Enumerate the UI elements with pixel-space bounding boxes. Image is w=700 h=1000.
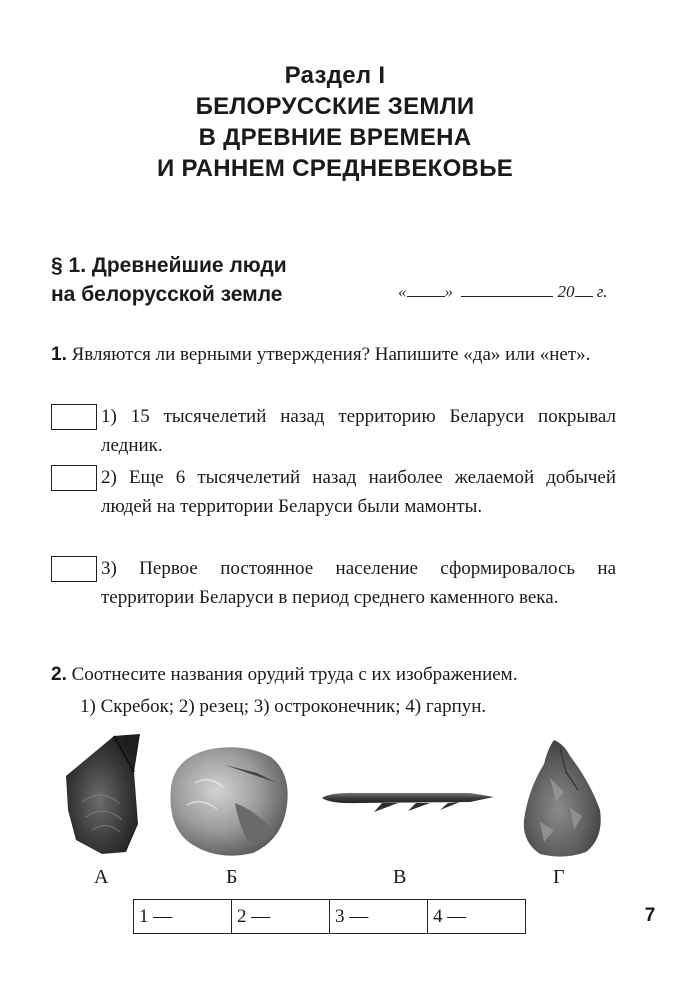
statement-2-text: 2) Еще 6 тысячелетий назад наиболее желаемой добычей людей на территории Беларуси были мамонты. [101, 467, 616, 517]
flint-point-image [520, 738, 604, 860]
section-label: Раздел I [284, 62, 386, 89]
statement-1-text: 1) 15 тысячелетий назад территорию Беларуси покрывал ледник. [101, 406, 616, 456]
date-close-quote: » [444, 282, 453, 301]
year-blank[interactable] [575, 295, 593, 297]
task-2-text: Соотнесите названия орудий труда с их изображением. [71, 664, 518, 685]
page-number: 7 [644, 905, 656, 926]
month-blank[interactable] [461, 295, 553, 297]
date-field [398, 282, 607, 302]
tool-options-list: 1) Скребок; 2) резец; 3) остроконечник; 4) гарпун. [80, 696, 487, 717]
task-1-text: Являются ли верными утверждения? Напишите «да» или «нет». [71, 344, 591, 365]
dotted-divider [51, 230, 616, 236]
task-2-number: 2. [51, 664, 67, 685]
image-label-g: Г [553, 866, 565, 888]
paragraph-title [51, 251, 287, 309]
section-title-line-3: И РАННЕМ СРЕДНЕВЕКОВЬЕ [156, 155, 514, 182]
image-label-v: В [393, 866, 407, 888]
paragraph-title-line-1: § 1. Древнейшие люди [51, 254, 287, 277]
answer-box-1[interactable] [51, 404, 97, 430]
section-title-line-1: БЕЛОРУССКИЕ ЗЕМЛИ [195, 93, 475, 120]
task-1-prompt [51, 340, 616, 369]
answer-table [133, 899, 526, 934]
answer-box-2[interactable] [51, 465, 97, 491]
page-number-dots-bottom [619, 932, 681, 937]
page-number-block [619, 895, 681, 937]
paragraph-title-line-2: на белорусской земле [51, 283, 283, 306]
page-number-dots-top [619, 895, 681, 900]
task-2-prompt [51, 660, 631, 689]
answer-box-3[interactable] [51, 556, 97, 582]
bone-harpoon-image [320, 782, 496, 814]
statement-3-text: 3) Первое постоянное население сформировалось на территории Беларуси в период среднего каменного века. [101, 558, 616, 608]
image-label-b: Б [226, 866, 238, 888]
image-label-a: А [94, 866, 109, 888]
answer-cell-1[interactable]: 1 — [134, 900, 232, 934]
task-1-number: 1. [51, 344, 67, 365]
dark-flint-scraper-image [62, 732, 144, 856]
grey-stone-tool-image [165, 743, 293, 861]
day-blank[interactable] [407, 295, 445, 297]
answer-cell-4[interactable]: 4 — [428, 900, 526, 934]
date-open-quote: « [398, 282, 407, 301]
date-suffix: г. [592, 282, 608, 301]
date-year: 20 [557, 282, 575, 301]
section-heading [0, 60, 670, 184]
answer-cell-3[interactable]: 3 — [330, 900, 428, 934]
section-title-line-2: В ДРЕВНИЕ ВРЕМЕНА [198, 124, 472, 151]
answer-cell-2[interactable]: 2 — [232, 900, 330, 934]
